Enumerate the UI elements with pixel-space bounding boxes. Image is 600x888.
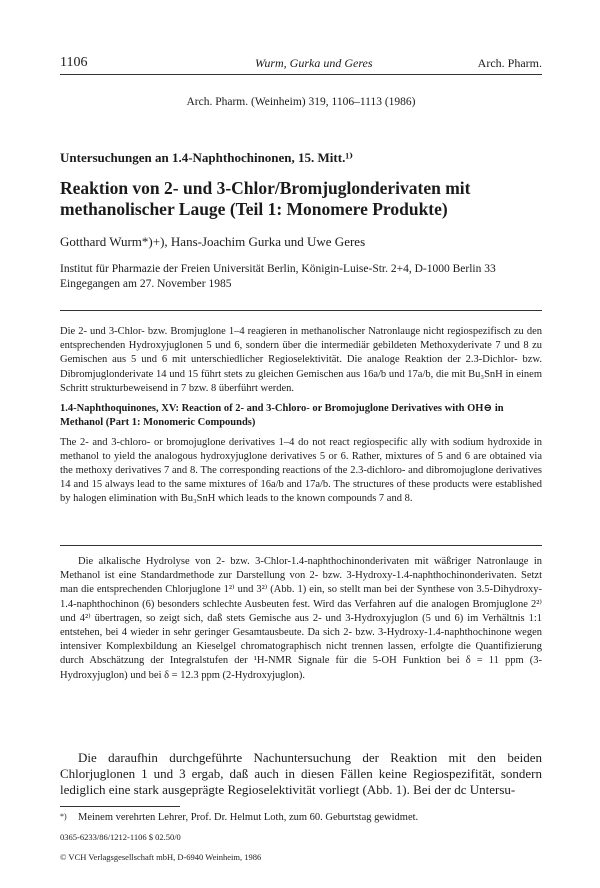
header-journal: Arch. Pharm. bbox=[477, 56, 542, 70]
body-paragraph-2: Die daraufhin durchgeführte Nachuntersuchung der Reaktion mit den beiden Chlorjuglonen 1 und 3 ergab, daß auch in diesen Fällen keine Regiospezifität, sondern lediglich eine stark ausgeprägte Regioselektivität vorliegt (Abb. 1). Bei der dc Untersu- bbox=[60, 750, 542, 797]
body-paragraph-1: Die alkalische Hydrolyse von 2- bzw. 3-Chlor-1.4-naphthochinonderivaten mit wäßriger Natronlauge in Methanol ist eine Standardmethode zur Darstellung von 2- bzw. 3-Hydroxy-1.4-naphthochinonderivaten. Setzt man die entsprechenden Chlorjuglone 1²⁾ und 3²⁾ (Abb. 1) ein, so stellt man bei der Synthese von 3.5-Dihydroxy-1.4-naphthochinon (6) besonders schlechte Ausbeuten fest. Wird das Verfahren auf die analogen Bromjuglone 2²⁾ und 4²⁾ übertragen, so zeigt sich, daß stets Gemische aus 2- und 3-Hydroxyjuglon (5 und 6) im Verhältnis 1:1 entstehen, bei 4 wieder in sehr geringer Gesamtausbeute. Da sich 2- bzw. 3-Hydroxy-1.4-naphthochinone wegen intensiver Komplexbildung an Kieselgel chromatographisch nicht trennen lassen, erfolgte die Quantifizierung durch Abschätzung der Integralstufen der ¹H-NMR Signale für die 5-OH Funktion bei δ = 11 ppm (3-Hydroxyjuglon) und bei δ = 12.3 ppm (2-Hydroxyjuglon). bbox=[60, 556, 542, 681]
abstract-rule-bottom bbox=[60, 545, 542, 546]
footnote-text: Meinem verehrten Lehrer, Prof. Dr. Helmut Loth, zum 60. Geburtstag gewidmet. bbox=[78, 812, 419, 823]
abstract-english: The 2- and 3-chloro- or bromojuglone derivatives 1–4 do not react regiospecific ally with sodium hydroxide in methanol to yield the analogous hydroxyjuglone derivatives 5 or 6. Rather, mixtures of 5 and 6 are obtained via the methoxy derivatives 7 and 8. The corresponding reactions of the 2.3-dichloro- and dibromojuglone derivatives 14 and 15 always lead to the same mixtures of 16a/b and 17a/b. The structures of these products were established by halogen elimination with Bu₃SnH which leads to the known compounds 7 and 8. bbox=[60, 437, 542, 504]
footnote bbox=[60, 812, 542, 823]
header-rule bbox=[60, 74, 542, 75]
english-title: 1.4-Naphthoquinones, XV: Reaction of 2- and 3-Chloro- or Bromojuglone Derivatives with OH⊖ in Methanol (Part 1: Monomeric Compounds) bbox=[60, 403, 504, 428]
citation-line: Arch. Pharm. (Weinheim) 319, 1106–1113 (1986) bbox=[186, 96, 416, 108]
running-header bbox=[60, 55, 542, 73]
footnote-rule bbox=[60, 806, 180, 807]
page-number: 1106 bbox=[60, 55, 88, 70]
footnote-marker: *) bbox=[60, 812, 67, 821]
article-title: Reaktion von 2- und 3-Chlor/Bromjuglonderivaten mit methanolischer Lauge (Teil 1: Monomere Produkte) bbox=[60, 178, 471, 219]
abstract-rule-top bbox=[60, 310, 542, 311]
series-title: Untersuchungen an 1.4-Naphthochinonen, 15. Mitt.¹⁾ bbox=[60, 150, 354, 165]
issn-line: 0365-6233/86/1212-1106 $ 02.50/0 bbox=[60, 832, 181, 842]
institution: Institut für Pharmazie der Freien Universität Berlin, Königin-Luise-Str. 2+4, D-1000 Berlin 33 bbox=[60, 263, 496, 275]
received-date: Eingegangen am 27. November 1985 bbox=[60, 278, 232, 290]
copyright-line: © VCH Verlagsgesellschaft mbH, D-6940 Weinheim, 1986 bbox=[60, 852, 262, 862]
header-authors: Wurm, Gurka und Geres bbox=[255, 56, 373, 70]
abstract-german: Die 2- und 3-Chlor- bzw. Bromjuglone 1–4 reagieren in methanolischer Natronlauge nicht regiospezifisch zu den entsprechenden Hydroxyjuglonen 5 und 6, sondern über die intermediär gebildeten Methoxyderivate 7 und 8 zu Gemischen aus 5 und 6 mit unterschiedlicher Regioselektivität. Die analoge Reaktion der 2.3-Dichlor- bzw. Dibromjuglonderivate 14 und 15 führt stets zu gleichen Gemischen aus 16a/b und 17a/b, die mit Bu₃SnH in einem Schritt strukturbeweisend in 7 bzw. 8 überführt werden. bbox=[60, 326, 542, 394]
affiliation-block bbox=[60, 262, 542, 292]
author-list: Gotthard Wurm*)+), Hans-Joachim Gurka und Uwe Geres bbox=[60, 234, 366, 249]
